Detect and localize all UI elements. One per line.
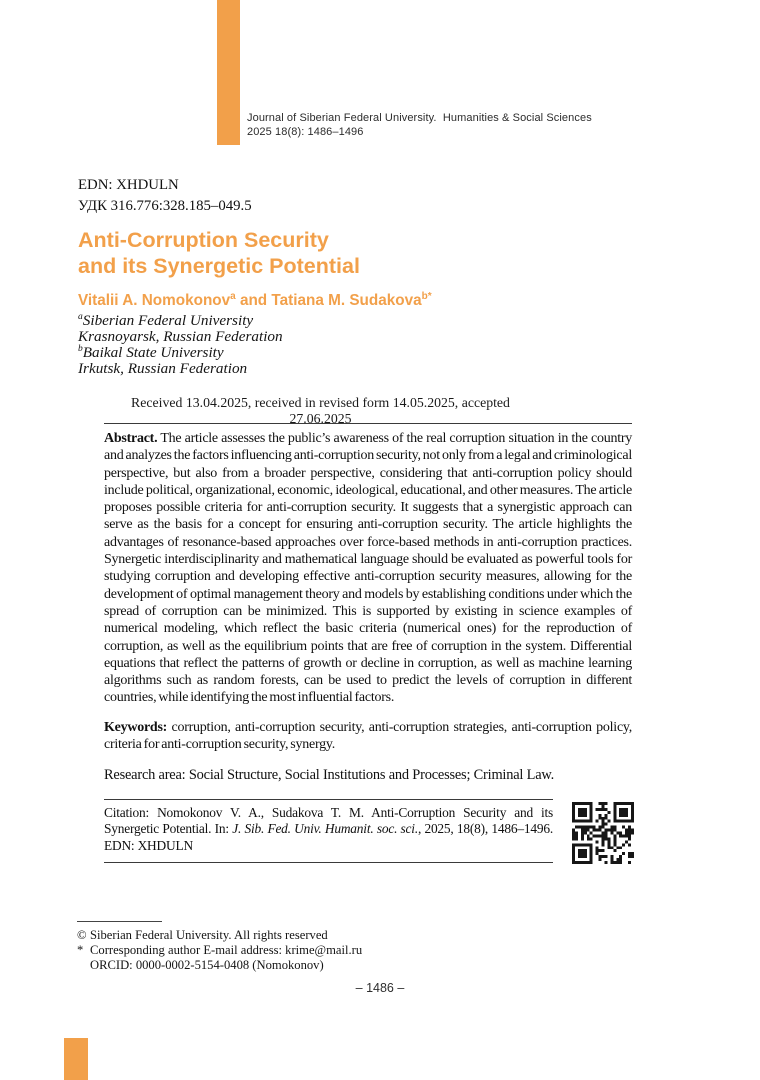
citation-prefix: Citation: Nomokonov V. A., Sudakova T. M. Anti-Corruption Security and its Synergetic Potential. In: — [104, 805, 553, 837]
abstract-paragraph — [104, 423, 632, 707]
page-number: – 1486 – — [355, 981, 405, 995]
authors-line — [78, 292, 432, 309]
abstract-text: The article assesses the public’s awareness of the real corruption situation in the country and analyzes the factors influencing anti-corruption security, not only from a legal and criminological perspective, but also from a broader perspective, considering that anti-corruption policy should include political, organizational, economic, ideological, educational, and other measures. The article proposes possible criteria for anti-corruption security. It suggests that a synergistic approach can serve as the basis for a concept for ensuring anti-corruption security. The article highlights the advantages of resonance-based approaches over force-based methods in anti-corruption practices. Synergetic interdisciplinarity and mathematical language should be evaluated as powerful tools for studying corruption and developing effective anti-corruption security measures, allowing for the development of optimal management theory and models by establishing conditions under which the spread of corruption can be minimized. This is supported by existing in science examples of numerical modeling, which reflect the basic criteria (numerical ones) for the reproduction of corruption, as well as the equilibrium points that are free of corruption in the system. Differential equations that reflect the patterns of growth or decline in corruption, as well as machine learning algorithms such as random forests, can be used to predict the levels of corruption in different countries, while identifying the most influential factors. — [104, 431, 632, 706]
affiliation-line — [78, 313, 283, 329]
accent-bar-bottom — [64, 1038, 88, 1080]
orcid-text: ORCID: 0000-0002-5154-0408 (Nomokonov) — [90, 957, 324, 972]
affiliation-text: Krasnoyarsk, Russian Federation — [78, 328, 283, 346]
corresponding-author-text: Corresponding author E-mail address: krime@mail.ru — [90, 942, 363, 957]
accent-bar-top — [217, 0, 240, 145]
keywords-label: Keywords: — [104, 719, 168, 735]
journal-name: Journal of Siberian Federal University. Humanities & Social Sciences — [247, 112, 592, 124]
article-title-line2: and its Synergetic Potential — [78, 254, 360, 278]
corresponding-author-footnote — [77, 943, 497, 958]
copyright-text: Siberian Federal University. All rights reserved — [90, 928, 328, 942]
received-dates-line: Received 13.04.2025, received in revised form 14.05.2025, accepted 27.06.2025 — [131, 395, 510, 426]
affiliations — [78, 313, 283, 377]
article-title-line1: Anti-Corruption Security — [78, 228, 329, 252]
author-1-affiliation-mark: a — [230, 290, 236, 302]
journal-masthead — [247, 112, 592, 139]
research-area-line: Research area: Social Structure, Social Institutions and Processes; Criminal Law. — [104, 767, 555, 784]
citation-suffix: , 2025, 18(8), 1486–1496. EDN: XHDULN — [104, 821, 553, 853]
citation-block — [104, 799, 553, 862]
asterisk-mark: * — [77, 942, 84, 957]
empty-mark — [77, 958, 90, 973]
article-codes — [78, 175, 252, 216]
authors-connector: and — [235, 292, 272, 309]
affiliation-text: Irkutsk, Russian Federation — [78, 360, 248, 378]
author-2-affiliation-mark: b* — [421, 290, 432, 302]
qr-code — [572, 802, 634, 864]
orcid-footnote — [77, 958, 497, 973]
affiliation-line — [78, 329, 283, 345]
affiliation-text: Siberian Federal University — [82, 312, 254, 329]
affiliation-text: Baikal State University — [82, 344, 224, 362]
citation-row — [104, 799, 632, 862]
keywords-text: corruption, anti-corruption security, anti-corruption strategies, anti-corruption policy, criteria for anti-corruption security, synergy. — [104, 719, 632, 753]
citation-journal-abbrev: J. Sib. Fed. Univ. Humanit. soc. sci. — [232, 821, 418, 837]
footnotes — [77, 928, 497, 972]
main-text-column — [104, 423, 632, 863]
journal-issue: 2025 18(8): 1486–1496 — [247, 125, 364, 138]
article-title — [78, 227, 360, 279]
abstract-label: Abstract. — [104, 431, 158, 446]
edn-code: EDN: XHDULN — [78, 177, 179, 193]
author-1: Vitalii A. Nomokonov — [78, 292, 231, 309]
udc-code: УДК 316.776:328.185–049.5 — [78, 197, 252, 214]
footnote-separator-rule — [77, 921, 162, 922]
keywords-paragraph — [104, 719, 632, 754]
affiliation-mark: b — [78, 344, 83, 355]
affiliation-mark: a — [78, 311, 83, 322]
copyright-footnote — [77, 928, 497, 943]
copyright-icon: © — [77, 928, 87, 942]
author-2: Tatiana M. Sudakova — [271, 292, 422, 309]
affiliation-line — [78, 345, 283, 361]
affiliation-line — [78, 361, 283, 377]
